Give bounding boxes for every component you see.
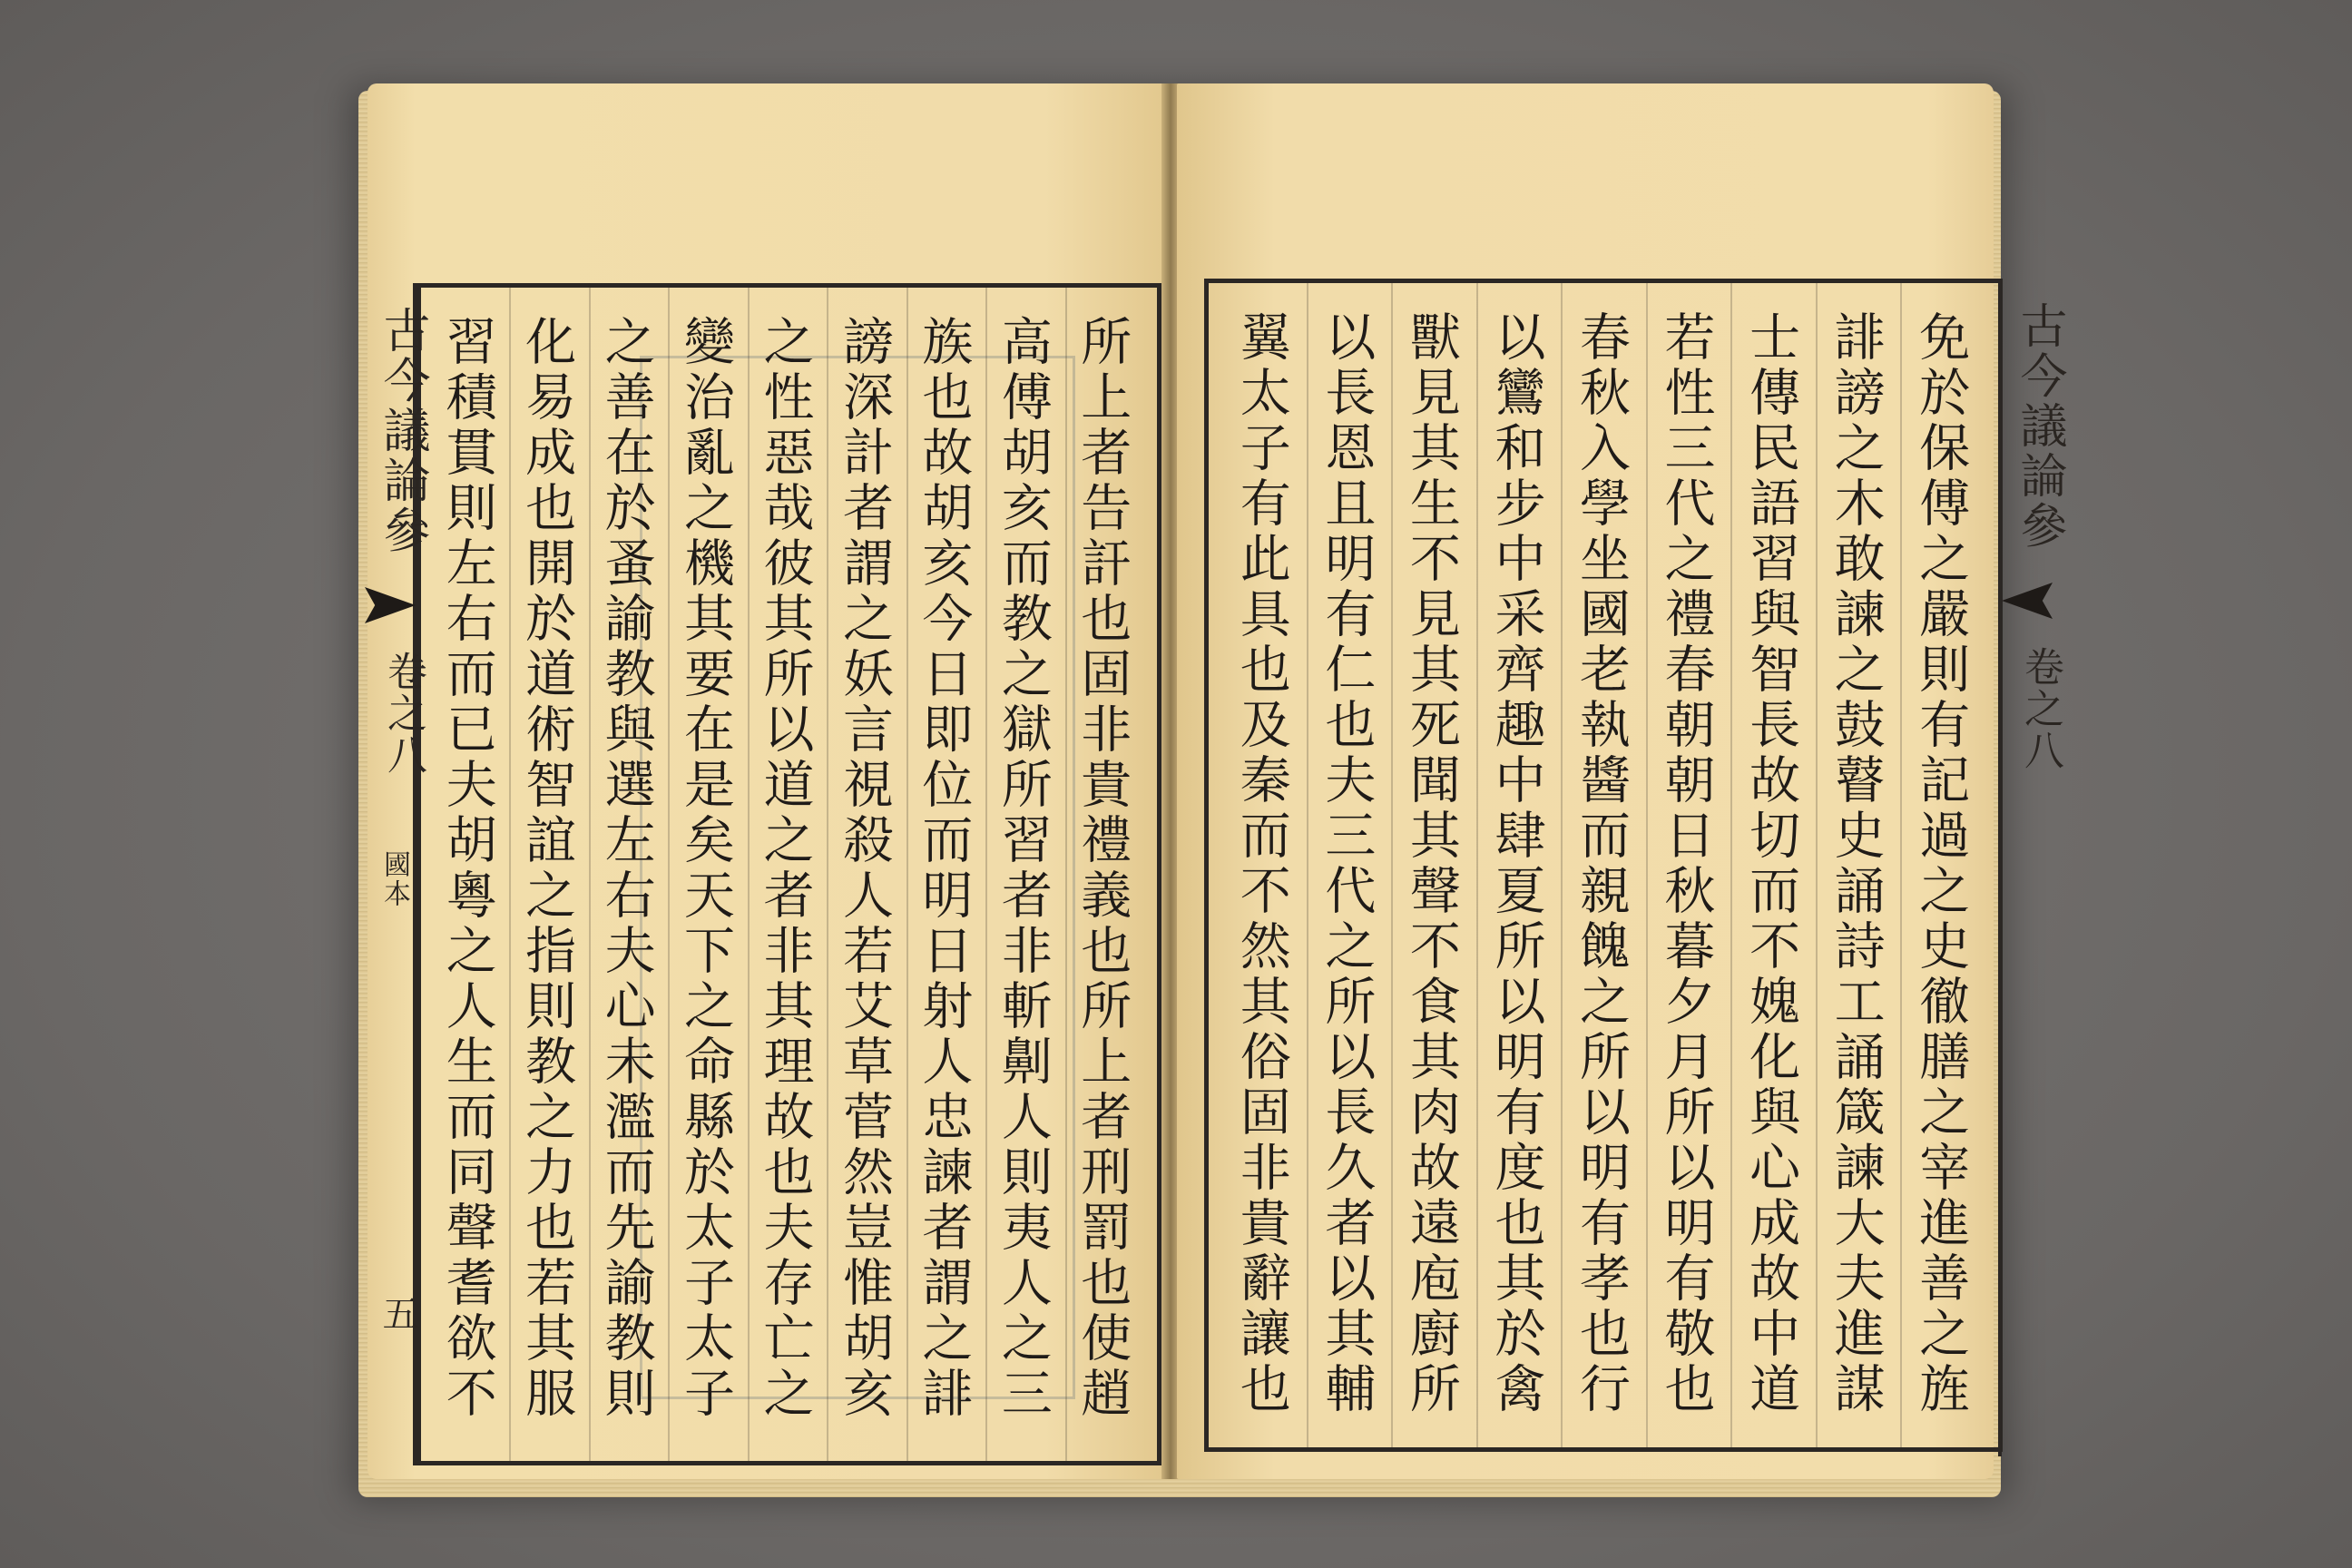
page-number: 五 (377, 1295, 418, 1331)
text-column: 春秋入學坐國老執醬而親餽之所以明有孝也行 (1572, 310, 1631, 1417)
text-column: 誹謗之木敢諫之鼓瞽史誦詩工誦箴諫大夫進謀 (1826, 310, 1886, 1417)
source-note: 國本 (378, 850, 410, 908)
text-column: 若性三代之禮春朝朝日秋暮夕月所以明有敬也 (1656, 310, 1716, 1417)
column-rule (1561, 283, 1563, 1447)
left-text-frame (375, 283, 1161, 1465)
right-heading: 古今議論參 (2012, 301, 2066, 551)
right-margin-block (1998, 283, 2066, 1456)
text-column: 之性惡哉彼其所以道之者非其理故也夫存亡之 (755, 315, 815, 1422)
text-column: 之善在於蚤諭教與選左右夫心未濫而先諭教則 (596, 315, 656, 1422)
column-rule (985, 288, 987, 1461)
text-column: 以鸞和步中采齊趣中肆夏所以明有度也其於禽 (1486, 310, 1546, 1417)
left-page (368, 83, 1164, 1479)
text-column: 變治亂之機其要在是矣天下之命縣於太子太子 (676, 315, 736, 1422)
column-rule (1900, 283, 1902, 1447)
column-rule (827, 288, 828, 1461)
text-column: 獸見其生不見其死聞其聲不食其肉故遠庖廚所 (1401, 310, 1461, 1417)
column-rule (1476, 283, 1478, 1447)
text-column: 翼太子有此具也及秦而不然其俗固非貴辭讓也 (1231, 310, 1291, 1417)
column-rule (668, 288, 670, 1461)
left-subheading: 卷之八 (380, 651, 426, 776)
column-rule (509, 288, 511, 1461)
column-rule (1065, 288, 1067, 1461)
text-column: 謗深計者謂之妖言視殺人若艾草菅然豈惟胡亥 (834, 315, 894, 1422)
column-rule (1307, 283, 1308, 1447)
column-rule (1646, 283, 1648, 1447)
text-column: 以長恩且明有仁也夫三代之所以長久者以其輔 (1317, 310, 1377, 1417)
fish-tail-ornament (365, 587, 416, 623)
column-rule (906, 288, 908, 1461)
text-column: 化易成也開於道術智誼之指則教之力也若其服 (517, 315, 577, 1422)
column-rule (748, 288, 750, 1461)
column-rule (1391, 283, 1393, 1447)
right-text-frame (1204, 279, 2066, 1452)
text-column: 士傳民語習與智長故切而不媿化與心成故中道 (1741, 310, 1801, 1417)
right-subheading: 卷之八 (2017, 646, 2063, 771)
left-heading: 古今議論參 (375, 306, 429, 555)
text-column: 族也故胡亥今日即位而明日射人忠諫者謂之誹 (914, 315, 974, 1422)
column-rule (1816, 283, 1818, 1447)
column-rule (589, 288, 591, 1461)
text-column: 高傅胡亥而教之獄所習者非斬劓人則夷人之三 (993, 315, 1053, 1422)
text-column: 習積貫則左右而已夫胡粵之人生而同聲耆欲不 (437, 315, 497, 1422)
text-column: 免於保傅之嚴則有記過之史徹膳之宰進善之旌 (1911, 310, 1971, 1417)
left-margin-block (365, 288, 429, 1461)
column-rule (1730, 283, 1732, 1447)
fish-tail-ornament (2002, 583, 2053, 619)
text-column: 所上者告訐也固非貴禮義也所上者刑罰也使趙 (1073, 315, 1132, 1422)
right-page (1177, 83, 2066, 1479)
